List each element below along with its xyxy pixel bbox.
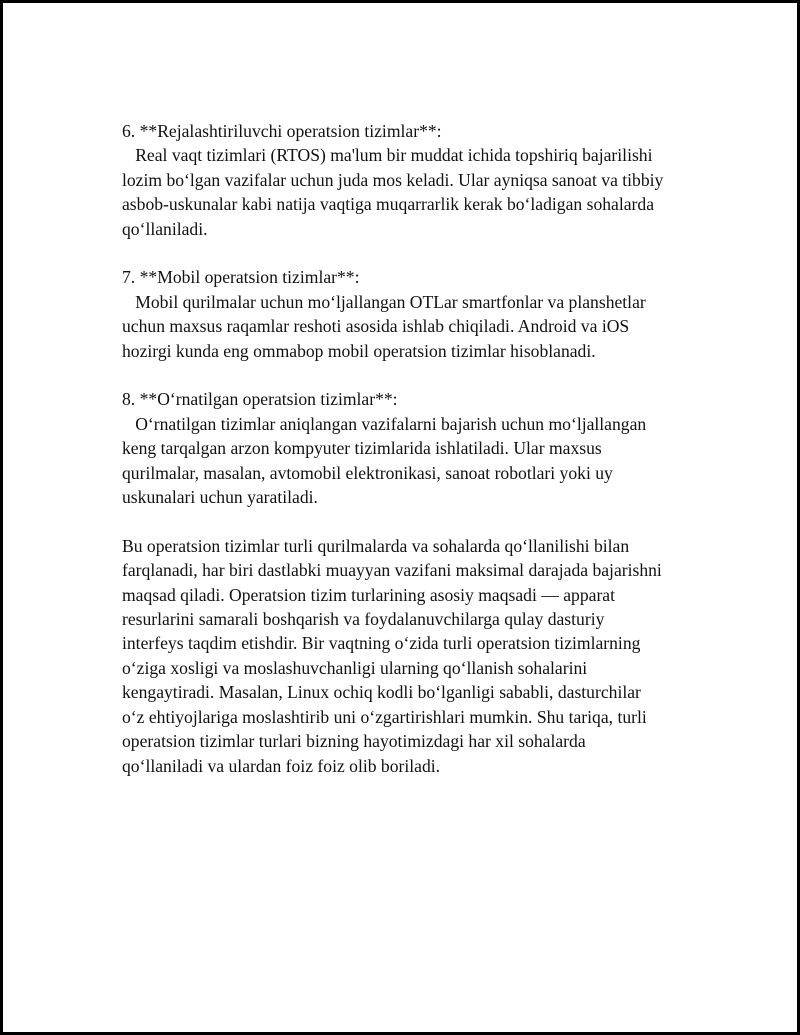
- section-heading: 8. **Oʻrnatilgan operatsion tizimlar**:: [122, 389, 398, 410]
- section-mobile-os: [122, 265, 692, 363]
- paragraph-line: oʻz ehtiyojlariga moslashtirib uni oʻzgartirishlari mumkin. Shu tariqa, turli: [122, 706, 647, 727]
- paragraph-line: operatsion tizimlar turlari bizning hayotimizdagi har xil sohalarda: [122, 731, 586, 752]
- paragraph-line: oʻziga xosligi va moslashuvchanligi ularning qoʻllanish sohalarini: [122, 657, 588, 678]
- paragraph-line: farqlanadi, har biri dastlabki muayyan vazifani maksimal darajada bajarishni: [122, 560, 662, 581]
- paragraph-line: qoʻllaniladi va ulardan foiz foiz olib boriladi.: [122, 755, 441, 776]
- document-body: [122, 119, 692, 802]
- paragraph-line: interfeys taqdim etishdir. Bir vaqtning oʻzida turli operatsion tizimlarning: [122, 633, 641, 654]
- paragraph-line: resurlarini samarali boshqarish va foydalanuvchilarga qulay dasturiy: [122, 609, 605, 630]
- section-heading: 6. **Rejalashtiriluvchi operatsion tizimlar**:: [122, 121, 442, 141]
- paragraph-line: asbob-uskunalar kabi natija vaqtiga muqarrarlik kerak boʻladigan sohalarda: [122, 194, 655, 215]
- paragraph-line: Bu operatsion tizimlar turli qurilmalarda va sohalarda qoʻllanilishi bilan: [122, 535, 630, 556]
- paragraph-line: maqsad qiladi. Operatsion tizim turlarining asosiy maqsadi — apparat: [122, 584, 615, 605]
- paragraph-line: kengaytiradi. Masalan, Linux ochiq kodli boʻlganligi sababli, dasturchilar: [122, 682, 641, 703]
- paragraph-line: uskunalari uchun yaratiladi.: [122, 487, 318, 508]
- paragraph-line: uchun maxsus raqamlar reshoti asosida ishlab chiqiladi. Android va iOS: [122, 316, 630, 337]
- section-realtime-os: [122, 119, 692, 241]
- section-heading: 7. **Mobil operatsion tizimlar**:: [122, 267, 360, 288]
- paragraph-line: qoʻllaniladi.: [122, 218, 208, 239]
- paragraph-line: Mobil qurilmalar uchun moʻljallangan OTLar smartfonlar va planshetlar: [122, 291, 646, 312]
- section-embedded-os: [122, 387, 692, 509]
- paragraph-line: Real vaqt tizimlari (RTOS) ma'lum bir muddat ichida topshiriq bajarilishi: [122, 145, 653, 166]
- paragraph-line: hozirgi kunda eng ommabop mobil operatsion tizimlar hisoblanadi.: [122, 340, 596, 361]
- paragraph-line: Oʻrnatilgan tizimlar aniqlangan vazifalarni bajarish uchun moʻljallangan: [122, 413, 647, 434]
- paragraph-line: keng tarqalgan arzon kompyuter tizimlarida ishlatiladi. Ular maxsus: [122, 438, 602, 459]
- conclusion-paragraph: [122, 534, 692, 778]
- paragraph-line: lozim boʻlgan vazifalar uchun juda mos keladi. Ular ayniqsa sanoat va tibbiy: [122, 169, 664, 190]
- paragraph-line: qurilmalar, masalan, avtomobil elektronikasi, sanoat robotlari yoki uy: [122, 462, 613, 483]
